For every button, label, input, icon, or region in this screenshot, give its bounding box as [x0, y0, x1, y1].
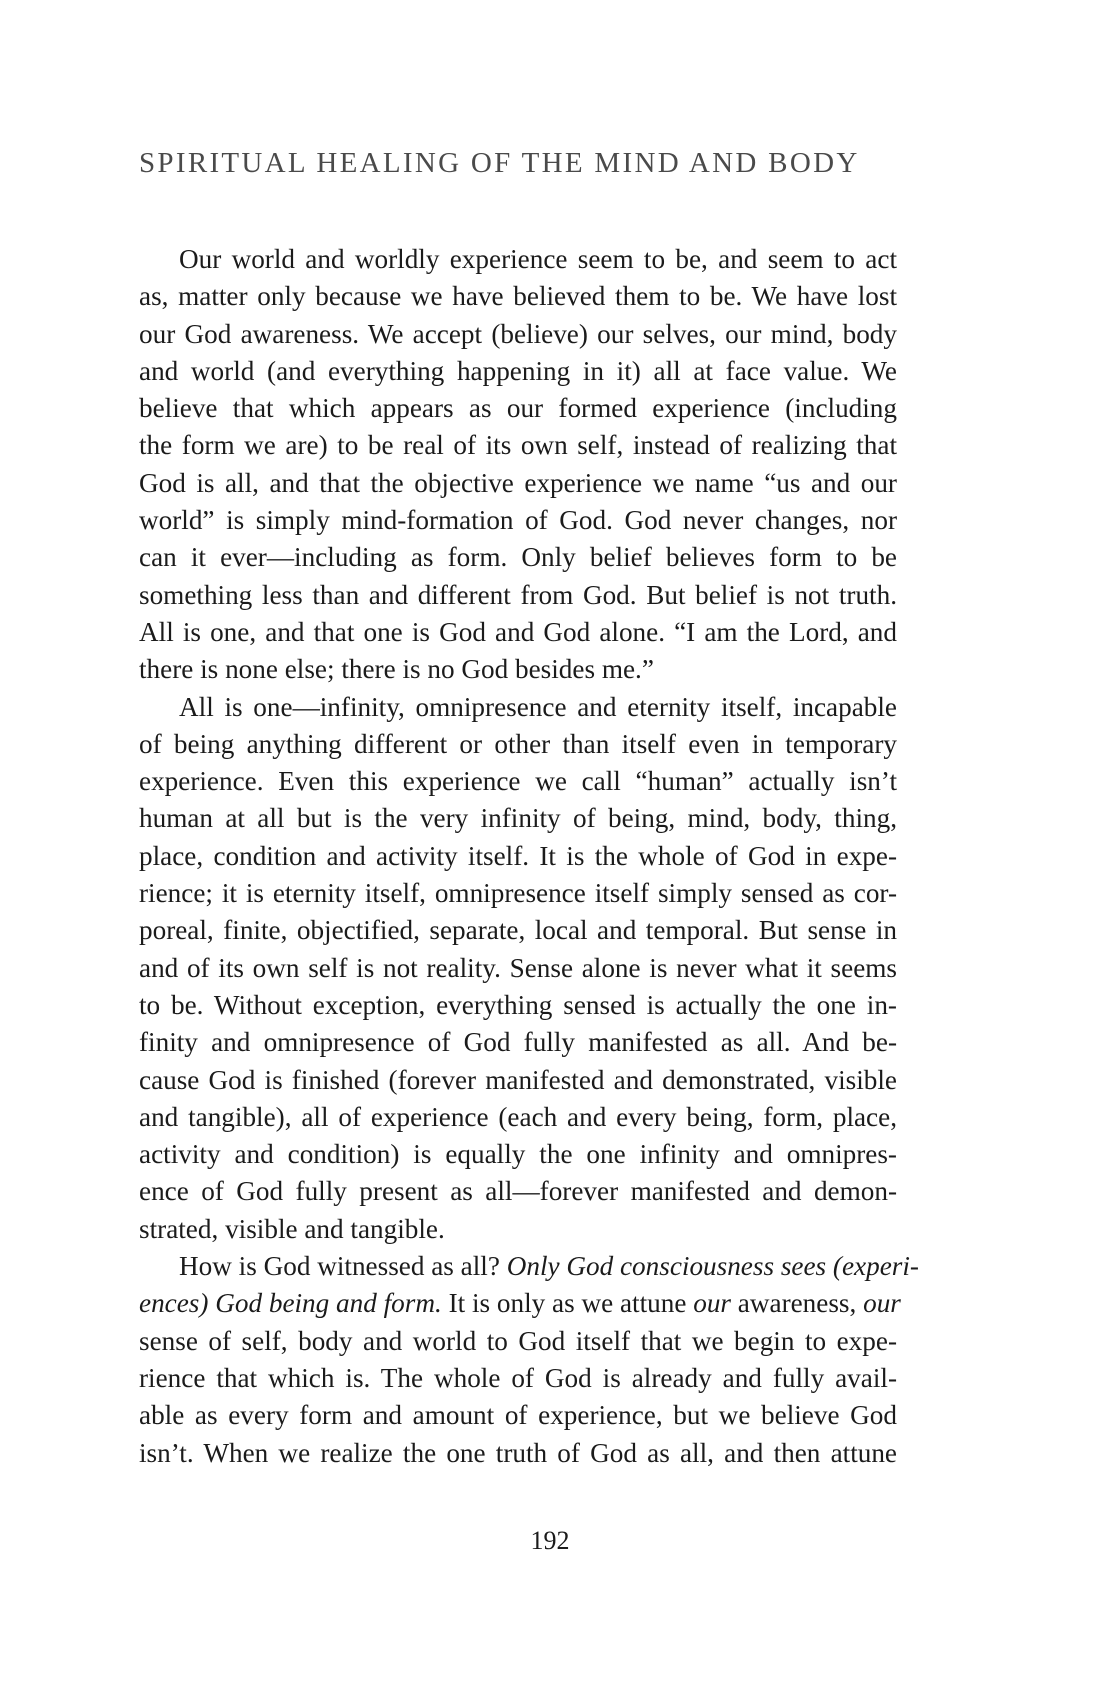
paragraph-2 [139, 689, 897, 1248]
text-line: Our world and worldly experience seem to be, and seem to act [179, 244, 897, 274]
text-line: strated, visible and tangible. [139, 1213, 445, 1244]
text-line: poreal, finite, objectified, separate, local and temporal. But sense in [139, 915, 897, 946]
text-line: finity and omnipresence of God fully manifested as all. And be- [139, 1027, 897, 1058]
text-run: How is God witnessed as all? [179, 1251, 507, 1282]
text-line: All is one, and that one is God and God alone. “I am the Lord, and [139, 616, 897, 647]
text-line: to be. Without exception, everything sensed is actually the one in- [139, 989, 897, 1020]
text-line: God is all, and that the objective experience we name “us and our [139, 467, 897, 498]
text-line: world” is simply mind-formation of God. God never changes, nor [139, 505, 897, 536]
text-line: can it ever—including as form. Only belief believes form to be [139, 542, 897, 573]
page-number: 192 [530, 1526, 570, 1555]
text-run: It is only as we attune [441, 1288, 694, 1319]
emphasis-our: our [693, 1288, 731, 1319]
text-line: and world (and everything happening in it) all at face value. We [139, 355, 897, 386]
text-run: awareness, [731, 1288, 864, 1319]
text-line: experience. Even this experience we call “human” actually isn’t [139, 766, 897, 797]
text-line [139, 1248, 919, 1285]
text-line: ence of God fully present as all—forever manifested and demon- [139, 1176, 897, 1207]
text-line: place, condition and activity itself. It is the whole of God in expe- [139, 840, 897, 871]
running-head: SPIRITUAL HEALING OF THE MIND AND BODY [139, 147, 860, 179]
text-line: isn’t. When we realize the one truth of God as all, and then attune [139, 1437, 897, 1468]
paragraph-1 [139, 241, 897, 689]
text-line: believe that which appears as our formed experience (including [139, 393, 897, 424]
text-line: the form we are) to be real of its own self, instead of realizing that [139, 430, 897, 461]
text-line: rience; it is eternity itself, omnipresence itself simply sensed as cor- [139, 878, 897, 909]
italic-run: Only God consciousness sees (experi- [506, 1251, 919, 1282]
body-text [139, 241, 919, 1472]
text-line: of being anything different or other than itself even in temporary [139, 728, 897, 759]
italic-run: ences) God being and form. [139, 1288, 442, 1319]
text-line [139, 1285, 901, 1322]
text-line: sense of self, body and world to God itself that we begin to expe- [139, 1325, 897, 1356]
text-line: and tangible), all of experience (each and every being, form, place, [139, 1101, 897, 1132]
text-line: human at all but is the very infinity of being, mind, body, thing, [139, 803, 897, 834]
text-line: there is none else; there is no God besides me.” [139, 654, 654, 685]
text-line: something less than and different from God. But belief is not truth. [139, 579, 897, 610]
text-line: our God awareness. We accept (believe) our selves, our mind, body [139, 318, 897, 349]
text-line: cause God is finished (forever manifested and demonstrated, visible [139, 1064, 897, 1095]
text-line: All is one—infinity, omnipresence and eternity itself, incapable [179, 691, 897, 722]
text-line: activity and condition) is equally the one infinity and omnipres- [139, 1139, 897, 1170]
emphasis-our: our [863, 1288, 901, 1319]
text-line: as, matter only because we have believed them to be. We have lost [139, 281, 897, 312]
text-line: able as every form and amount of experience, but we believe God [139, 1400, 897, 1431]
paragraph-3 [139, 1248, 919, 1472]
text-line: and of its own self is not reality. Sense alone is never what it seems [139, 952, 897, 983]
text-line: rience that which is. The whole of God is already and fully avail- [139, 1362, 897, 1393]
